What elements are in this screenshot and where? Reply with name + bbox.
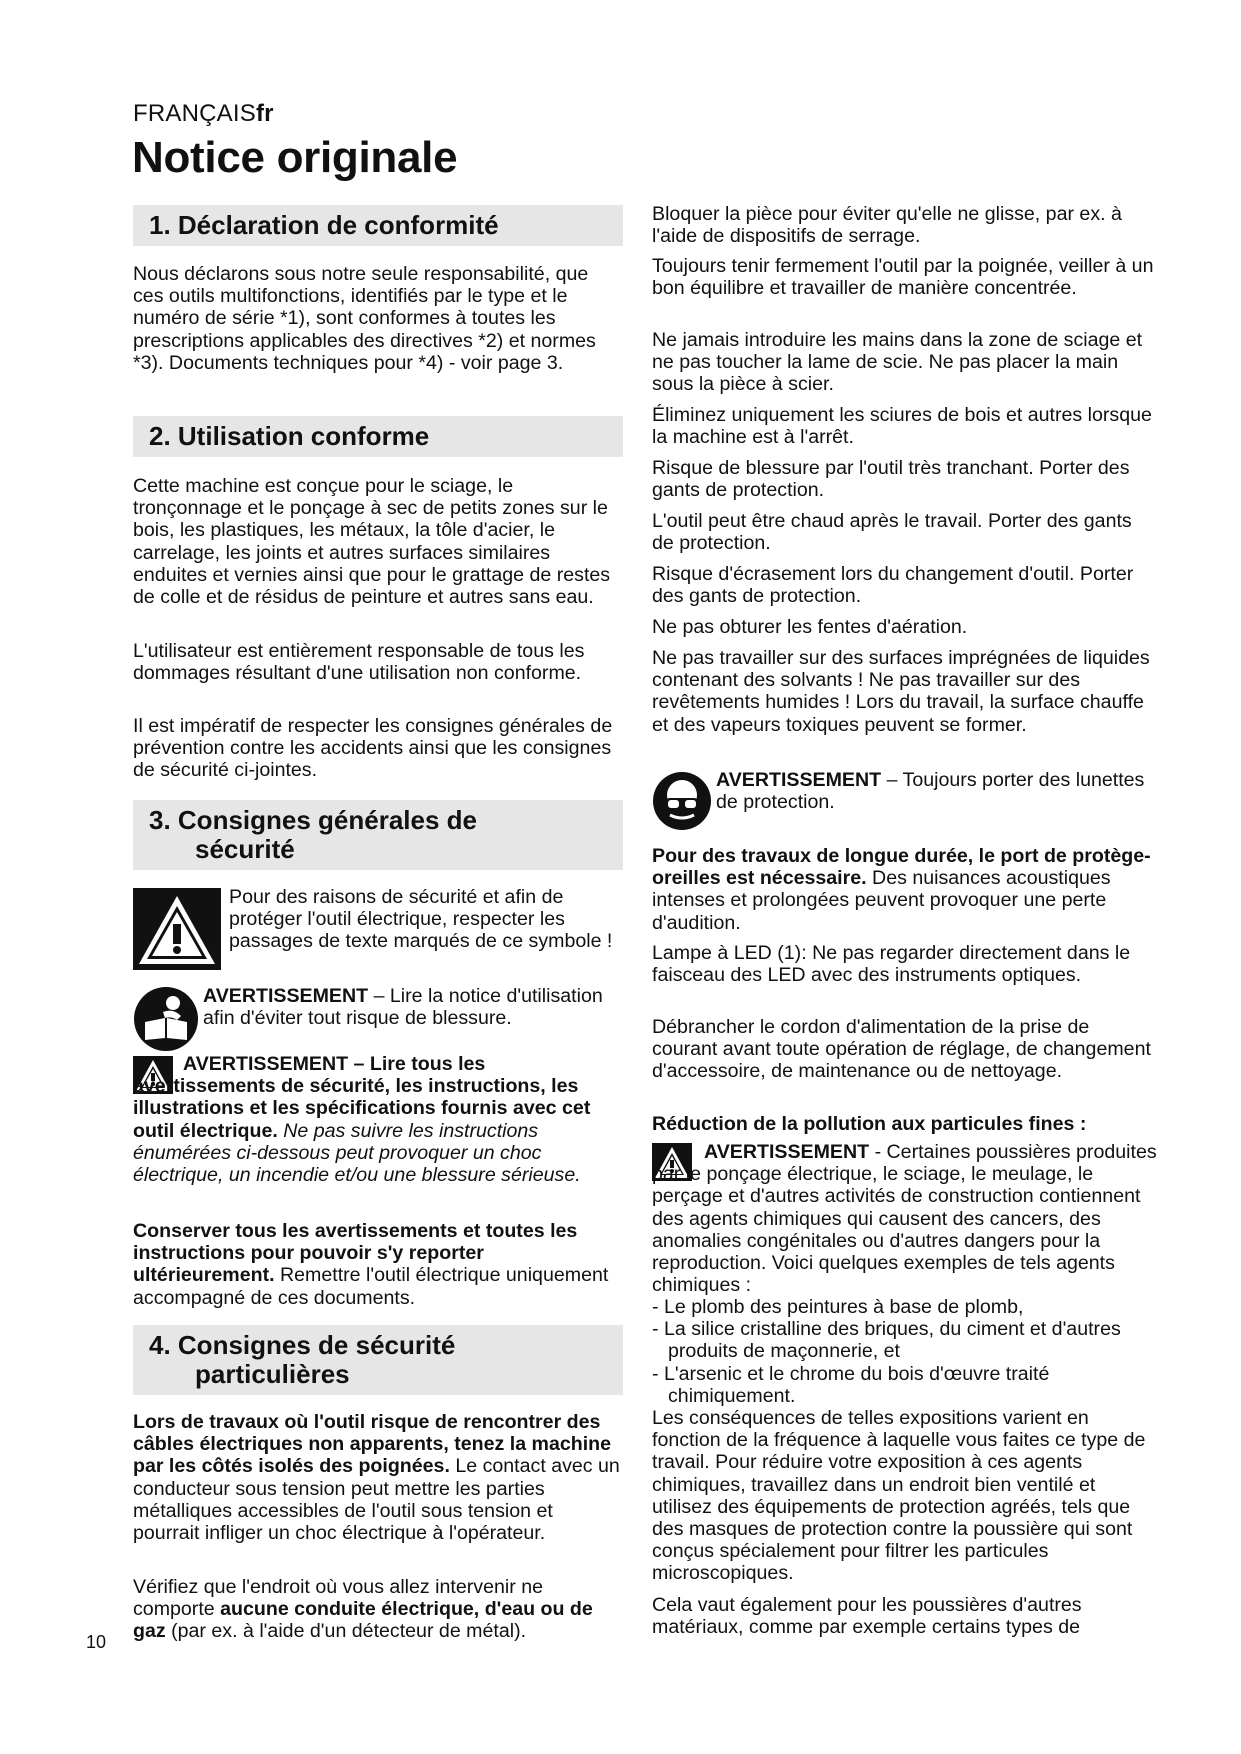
consequences-paragraph: Les conséquences de telles expositions varient en fonction de la fréquence à laquelle vous faites ce type de travail. Pour réduire votre exposition à ces agents chimiques, travaillez dans un endroit bien ventilé et utilisez des équipements de protection agréés, tels que des masques de protection contre la poussière qui sont conçus spécialement pour filtrer les particules microscopiques. bbox=[652, 1407, 1146, 1585]
warning-read-manual bbox=[203, 985, 623, 1029]
unplug-paragraph: Débrancher le cordon d'alimentation de la prise de courant avant toute opération de réglage, de changement d'accessoire, de maintenance ou de nettoyage. bbox=[652, 1016, 1151, 1083]
check-area-text-b: (par ex. à l'aide d'un détecteur de métal). bbox=[165, 1620, 527, 1643]
warning-label: AVERTISSEMENT bbox=[203, 985, 369, 1007]
other-materials-paragraph: Cela vaut également pour les poussières d'autres matériaux, comme par exemple certains types de bbox=[652, 1594, 1082, 1639]
section-4-title-line2: particulières bbox=[195, 1359, 350, 1389]
warning-triangle-icon bbox=[133, 888, 221, 970]
right-paragraph-solvents: Ne pas travailler sur des surfaces imprégnées de liquides contenant des solvants ! Ne pas travailler sur des revêtements humides ! Lors du travail, la surface chauffe et des vapeurs toxiques peuvent se former. bbox=[652, 647, 1150, 736]
section-1-heading bbox=[133, 205, 623, 246]
right-paragraph-grip: Toujours tenir fermement l'outil par la poignée, veiller à un bon équilibre et travailler de manière concentrée. bbox=[652, 255, 1154, 300]
list-item: - L'arsenic et le chrome du bois d'œuvre traité chimiquement. bbox=[652, 1362, 1050, 1407]
right-paragraph-crush: Risque d'écrasement lors du changement d'outil. Porter des gants de protection. bbox=[652, 563, 1134, 608]
warning-text: – Lire la notice d'utilisation afin d'éviter tout risque de blessure. bbox=[203, 985, 603, 1030]
keep-bold-text: Conserver tous les avertissements et toutes les instructions pour pouvoir s'y reporter ultérieurement. bbox=[133, 1220, 578, 1287]
section-2-paragraph-3: Il est impératif de respecter les consignes générales de prévention contre les accidents ainsi que les consignes de sécurité ci-jointes. bbox=[133, 715, 613, 782]
goggles-label: AVERTISSEMENT bbox=[716, 769, 882, 791]
right-paragraph-sawdust: Éliminez uniquement les sciures de bois et autres lorsque la machine est à l'arrêt. bbox=[652, 404, 1152, 449]
safety-goggles-icon bbox=[652, 771, 712, 831]
section-2-paragraph-1: Cette machine est conçue pour le sciage, le tronçonnage et le ponçage à sec de petits zones sur le bois, les plastiques, les métaux, la tôle d'acier, le carrelage, les joints et autres surfaces similaires enduites et vernies ainsi que pour le grattage de restes de colle et de résidus de peinture et autres sans eau. bbox=[133, 475, 611, 609]
chemical-list bbox=[652, 1296, 1157, 1407]
ear-text: Des nuisances acoustiques intenses et prolongées peuvent provoquer une perte d'audition. bbox=[652, 867, 1111, 934]
section-1-paragraph: Nous déclarons sous notre seule responsabilité, que ces outils multifonctions, identifiés par le type et le numéro de série *1), sont conformes à toutes les prescriptions applicables des directives *2) et normes *3). Documents techniques pour *4) - voir page 3. bbox=[133, 263, 596, 374]
section-2-paragraph-2: L'utilisateur est entièrement responsable de tous les dommages résultant d'une utilisation non conforme. bbox=[133, 640, 585, 685]
right-paragraph-vents: Ne pas obturer les fentes d'aération. bbox=[652, 616, 968, 638]
check-area-bold: aucune conduite électrique, d'eau ou de gaz bbox=[133, 1598, 593, 1643]
section-4-paragraph-1 bbox=[133, 1411, 623, 1544]
right-paragraph-hot: L'outil peut être chaud après le travail. Porter des gants de protection. bbox=[652, 510, 1132, 555]
warning-goggles bbox=[716, 769, 1157, 813]
section-3-heading bbox=[133, 800, 623, 870]
led-paragraph: Lampe à LED (1): Ne pas regarder directement dans le faisceau des LED avec des instruments optiques. bbox=[652, 942, 1131, 987]
section-2-heading bbox=[133, 416, 623, 457]
page-title: Notice originale bbox=[132, 133, 458, 182]
warning-bold-text: AVERTISSEMENT – Lire tous les avertissements de sécurité, les instructions, les illustrations et les spécifications fournis avec cet outil électrique. bbox=[133, 1053, 591, 1142]
section-3-title-line1: 3. Consignes générales de bbox=[149, 805, 478, 835]
section-2-title: 2. Utilisation conforme bbox=[149, 421, 430, 451]
right-paragraph-hands: Ne jamais introduire les mains dans la zone de sciage et ne pas toucher la lame de scie. Ne pas placer la main sous la pièce à scier. bbox=[652, 329, 1143, 396]
language-name: FRANÇAIS bbox=[133, 100, 256, 127]
page-number: 10 bbox=[86, 1632, 107, 1652]
list-item: - Le plomb des peintures à base de plomb, bbox=[652, 1296, 1024, 1318]
warning-italic-text: Ne pas suivre les instructions énumérées ci-dessous peut provoquer un choc électrique, un incendie et/ou une blessure sérieuse. bbox=[133, 1119, 581, 1187]
warning-read-all-instructions bbox=[133, 1053, 623, 1186]
read-manual-icon bbox=[133, 986, 199, 1052]
dust-warning-text: - Certaines poussières produites par le ponçage électrique, le sciage, le meulage, le perçage et d'autres activités de construction contiennent des agents chimiques qui causent des cancers, des anomalies congénitales ou d'autres dangers pour la reproduction. Voici quelques exemples de tels agents chimiques : bbox=[652, 1141, 1157, 1297]
right-paragraph-sharp: Risque de blessure par l'outil très tranchant. Porter des gants de protection. bbox=[652, 457, 1130, 502]
keep-instructions-paragraph bbox=[133, 1220, 623, 1309]
goggles-text: – Toujours porter des lunettes de protection. bbox=[716, 769, 1145, 814]
section-4-paragraph-2 bbox=[133, 1576, 623, 1643]
dust-heading: Réduction de la pollution aux particules fines : bbox=[652, 1113, 1087, 1135]
ear-protection-paragraph bbox=[652, 845, 1157, 934]
keep-text: Remettre l'outil électrique uniquement accompagné de ces documents. bbox=[133, 1264, 609, 1309]
ear-bold-text: Pour des travaux de longue durée, le port de protège-oreilles est nécessaire. bbox=[652, 845, 1151, 890]
language-label bbox=[133, 100, 274, 128]
dust-warning-paragraph bbox=[652, 1141, 1157, 1296]
section-3-title-line2: sécurité bbox=[195, 834, 295, 864]
safety-symbol-text: Pour des raisons de sécurité et afin de protéger l'outil électrique, respecter les passages de texte marqués de ce symbole ! bbox=[229, 886, 613, 953]
right-paragraph-clamp: Bloquer la pièce pour éviter qu'elle ne glisse, par ex. à l'aide de dispositifs de serrage. bbox=[652, 203, 1122, 248]
check-area-text-a: Vérifiez que l'endroit où vous allez intervenir ne comporte bbox=[133, 1576, 543, 1621]
list-item: - La silice cristalline des briques, du ciment et d'autres produits de maçonnerie, et bbox=[652, 1318, 1121, 1363]
language-code: fr bbox=[255, 100, 274, 127]
cables-bold-text: Lors de travaux où l'outil risque de rencontrer des câbles électriques non apparents, tenez la machine par les côtés isolés des poignées. bbox=[133, 1411, 612, 1478]
section-4-heading bbox=[133, 1325, 623, 1395]
section-4-title-line1: 4. Consignes de sécurité bbox=[149, 1330, 456, 1360]
cables-text: Le contact avec un conducteur sous tension peut mettre les parties métalliques accessibles de l'outil sous tension et pourrait infliger un choc électrique à l'opérateur. bbox=[133, 1455, 620, 1545]
section-1-title: 1. Déclaration de conformité bbox=[149, 210, 499, 240]
dust-warning-label: AVERTISSEMENT bbox=[704, 1141, 870, 1163]
